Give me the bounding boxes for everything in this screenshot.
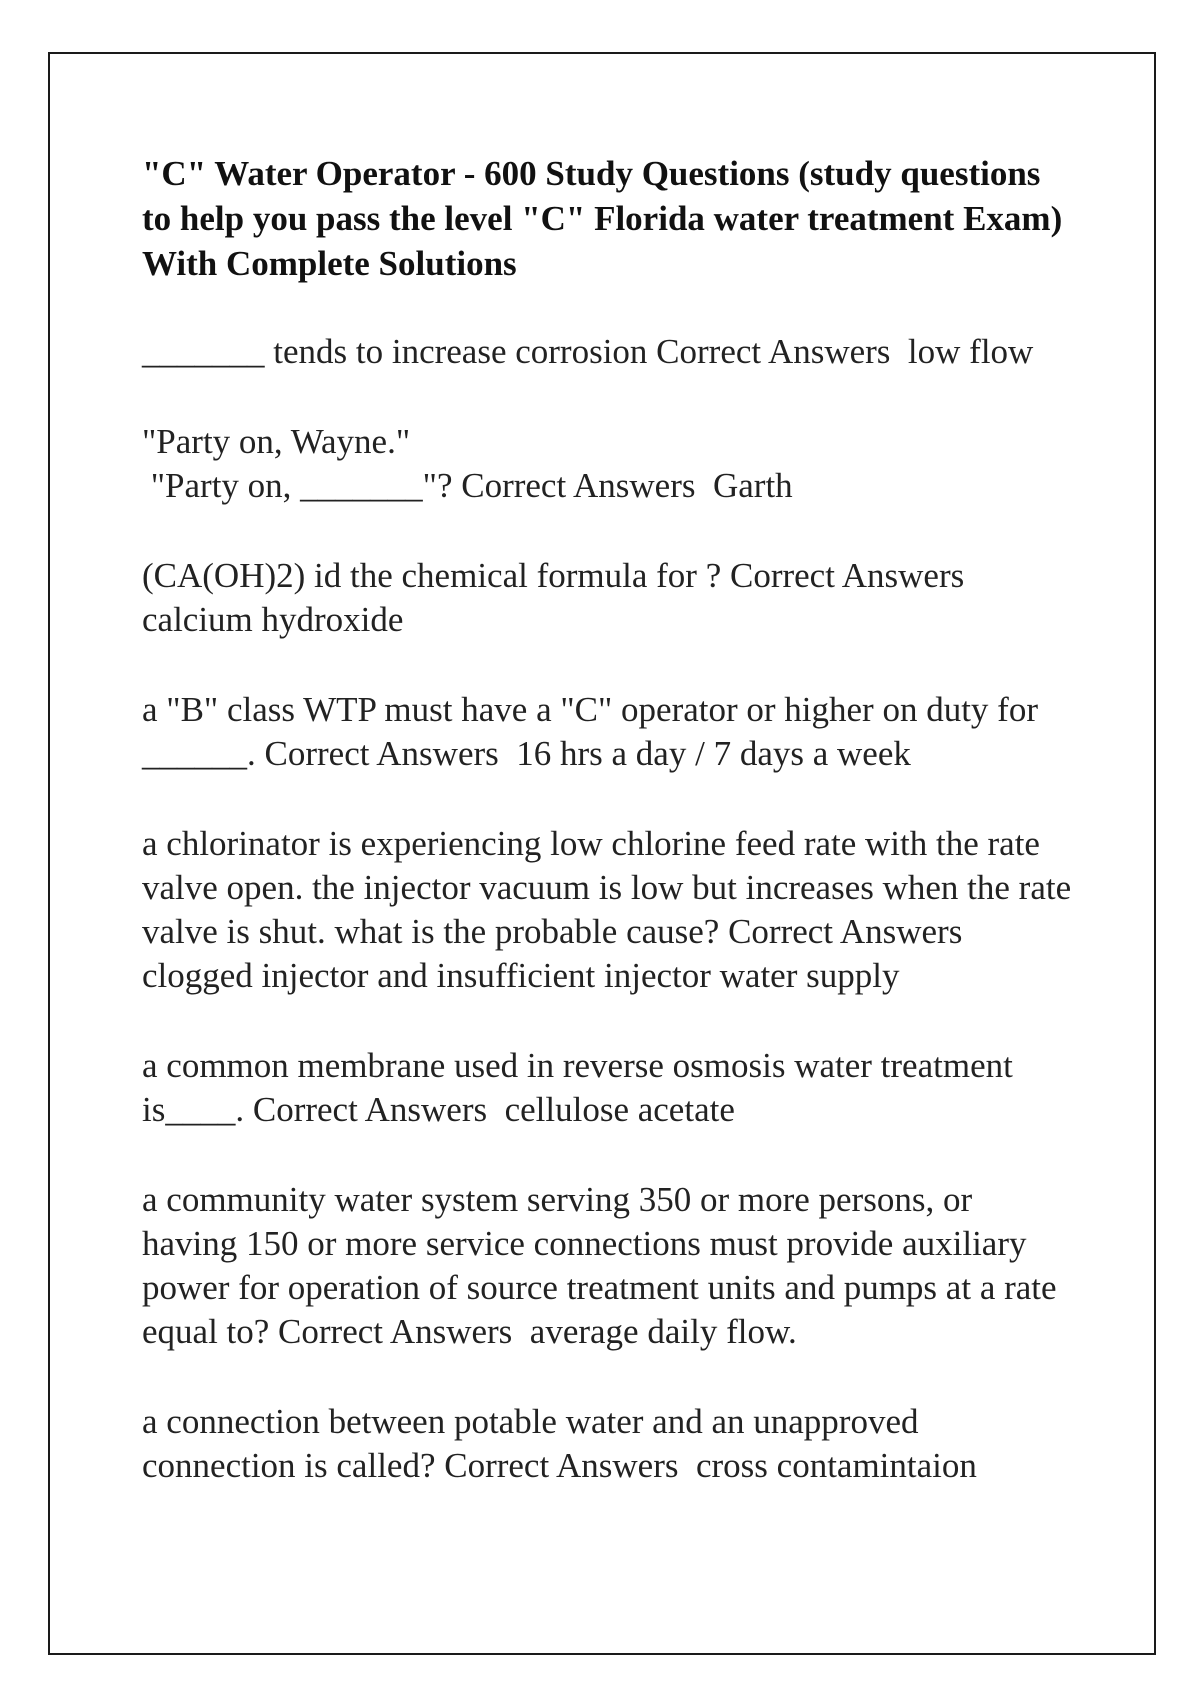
qa-item: (CA(OH)2) id the chemical formula for ? Correct Answers calcium hydroxide (142, 556, 982, 639)
document-title: "C" Water Operator - 600 Study Questions (study questions to help you pass the level "C" Florida water treatment Exam) With Complete Solutions (142, 154, 1063, 283)
qa-item: a common membrane used in reverse osmosis water treatment is____. Correct Answers cellulose acetate (142, 1046, 1022, 1129)
qa-item: _______ tends to increase corrosion Correct Answers low flow (142, 332, 1034, 371)
qa-item: a community water system serving 350 or more persons, or having 150 or more service connections must provide auxiliary power for operation of source treatment units and pumps at a rate equal to? Correct Answers average daily flow. (142, 1180, 1066, 1351)
qa-item: a connection between potable water and an unapproved connection is called? Correct Answers cross contamintaion (142, 1402, 977, 1485)
qa-item: a "B" class WTP must have a "C" operator or higher on duty for ______. Correct Answers 16 hrs a day / 7 days a week (142, 690, 1047, 773)
qa-item: "Party on, Wayne." "Party on, _______"? Correct Answers Garth (142, 422, 793, 505)
qa-item: a chlorinator is experiencing low chlorine feed rate with the rate valve open. the injector vacuum is low but increases when the rate valve is shut. what is the probable cause? Correct Answers clogged injector and insufficient injector water supply (142, 824, 1080, 995)
document-body (142, 151, 1080, 1534)
